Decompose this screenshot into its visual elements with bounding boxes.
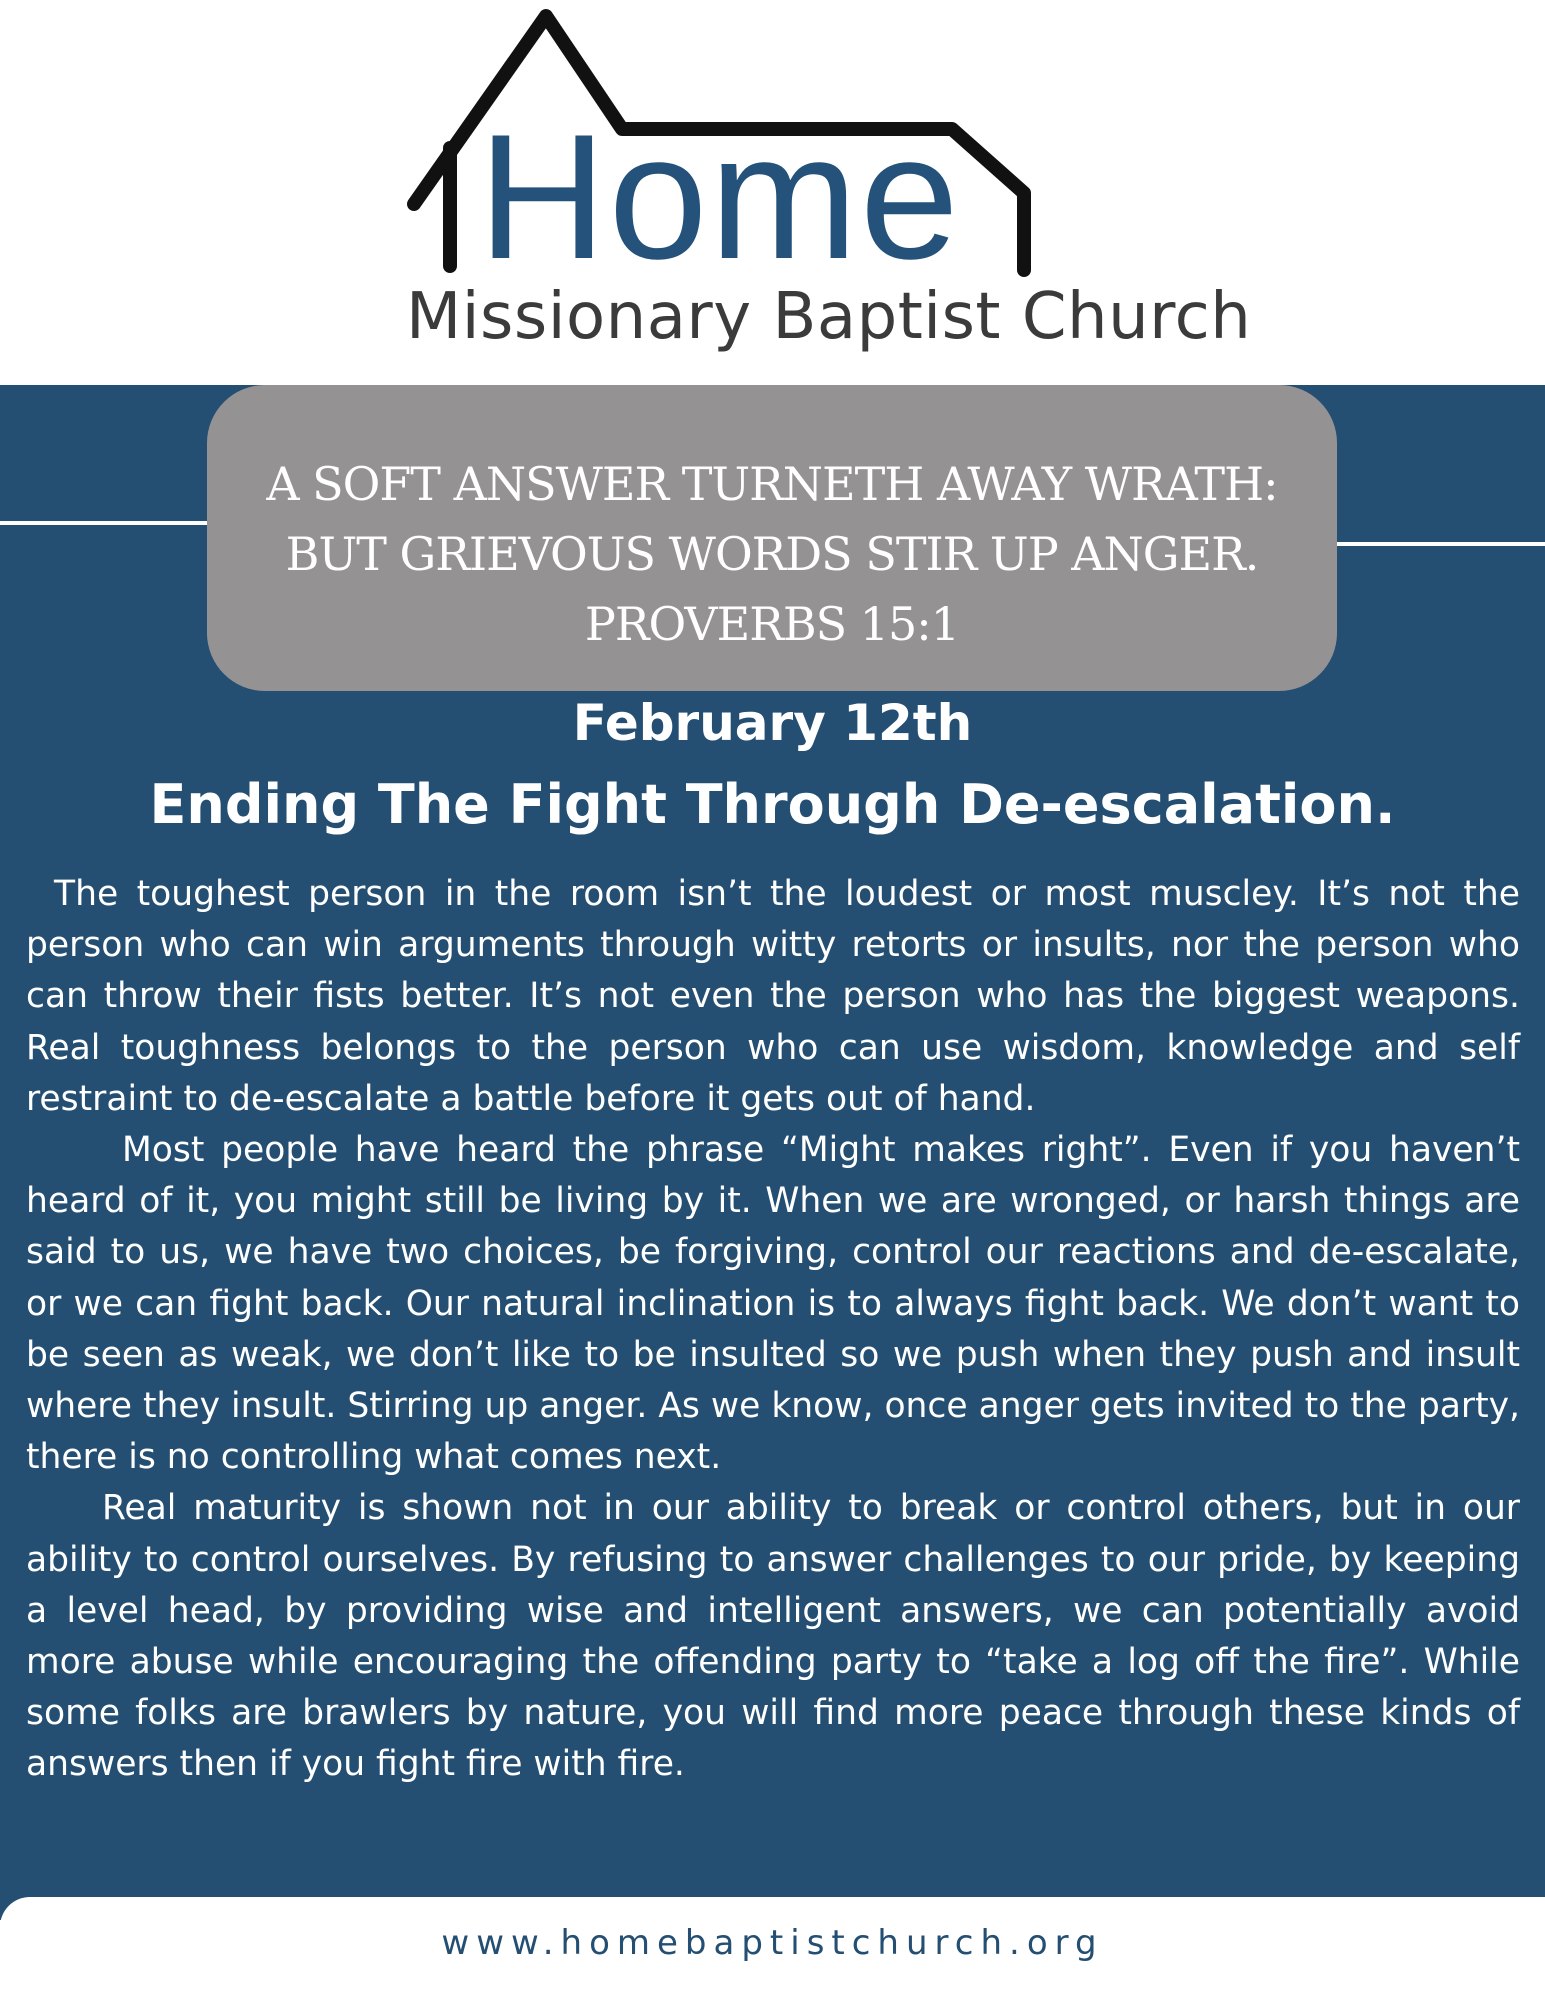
devotion-date: February 12th [572, 694, 973, 752]
body-paragraph: The toughest person in the room isn’t the loudest or most muscley. It’s not the person who can win arguments through witty retorts or insults, nor the person who can throw their fists better. It’s not even the person who has the biggest weapons. Real toughness belongs to the person who can use wisdom, knowledge and self restraint to de-escalate a battle before it gets out of hand. [26, 874, 1520, 1119]
devotion-body [26, 869, 1520, 1791]
header [0, 0, 1545, 385]
main-panel [0, 385, 1545, 1897]
divider-right [1335, 542, 1545, 546]
verse-reference: PROVERBS 15:1 [584, 597, 960, 651]
devotion-title: Ending The Fight Through De-escalation. [149, 773, 1396, 836]
body-paragraph: Most people have heard the phrase “Might makes right”. Even if you haven’t heard of it, you might still be living by it. When we are wronged, or harsh things are said to us, we have two choices, be forgiving, control our reactions and de-escalate, or we can fight back. Our natural inclination is to always fight back. We don’t want to be seen as weak, we don’t like to be insulted so we push when they push and insult where they insult. Stirring up anger. As we know, once anger gets invited to the party, there is no controlling what comes next. [26, 1130, 1520, 1478]
verse-box [207, 385, 1337, 691]
verse-line: BUT GRIEVOUS WORDS STIR UP ANGER. [285, 527, 1259, 581]
logo-subtitle: Missionary Baptist Church [406, 280, 1252, 354]
website-url[interactable]: www.homebaptistchurch.org [441, 1923, 1104, 1963]
logo-wordmark: Home [478, 97, 961, 296]
body-paragraph: Real maturity is shown not in our ability to break or control others, but in our ability to control ourselves. By refusing to answer challenges to our pride, by keeping a level head, by providing wise and intelligent answers, we can potentially avoid more abuse while encouraging the offending party to “take a log off the fire”. While some folks are brawlers by nature, you will find more peace through these kinds of answers then if you fight fire with fire. [26, 1488, 1520, 1785]
verse-line: A SOFT ANSWER TURNETH AWAY WRATH: [266, 457, 1278, 511]
footer [0, 1897, 1545, 2000]
divider-left [0, 521, 215, 525]
